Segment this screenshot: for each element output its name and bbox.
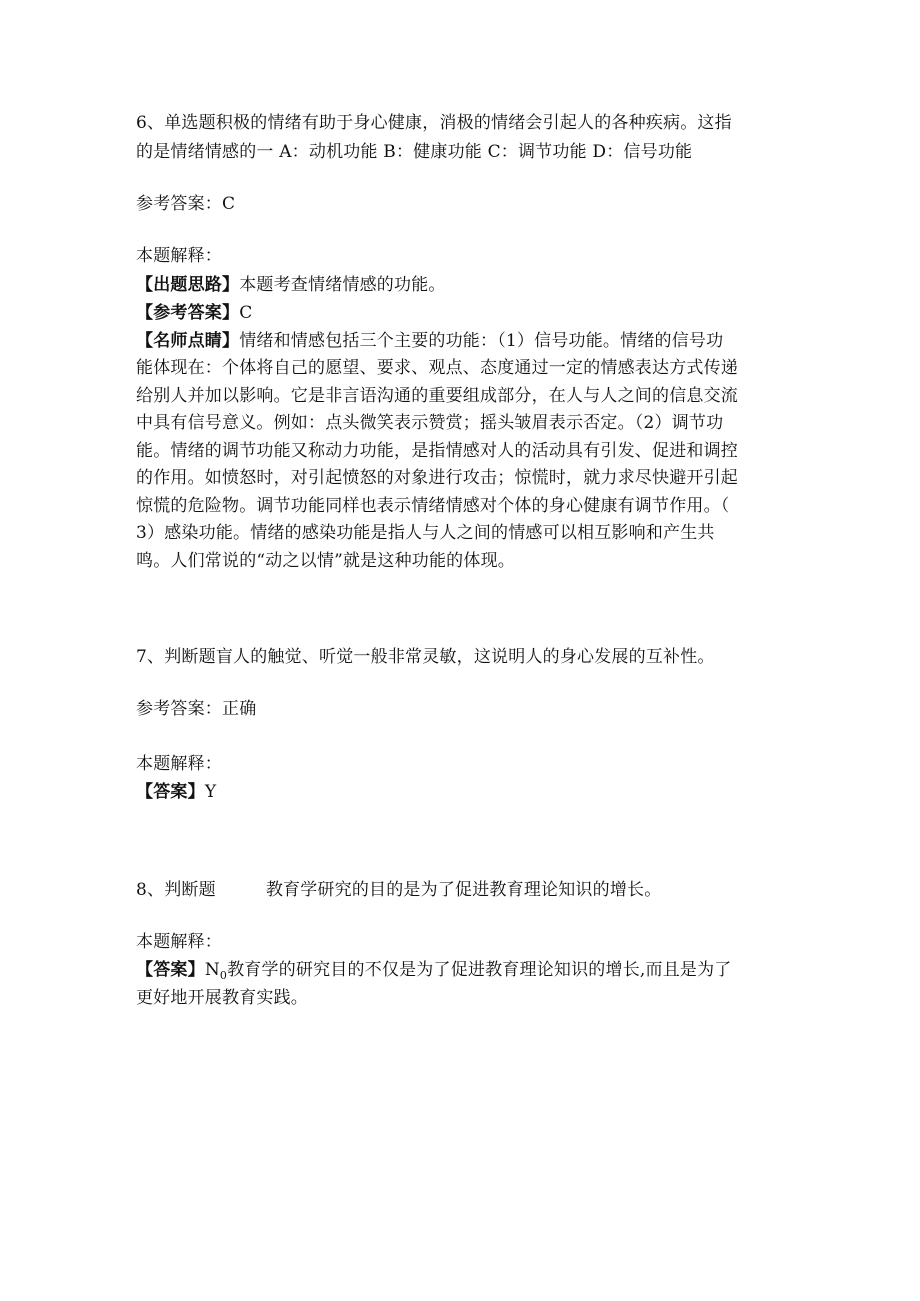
- q7-explanation-title: 本题解释：: [136, 754, 222, 774]
- q6-teacher-line: 能。情绪的调节功能又称动力功能，是指情感对人的活动具有引发、促进和调控: [136, 441, 738, 461]
- q6-teacher-line: 能体现在：个体将自己的愿望、要求、观点、态度通过一定的情感表达方式传递: [136, 358, 738, 378]
- q8-answer-line-2: 更好地开展教育实践。: [136, 988, 308, 1008]
- q6-teacher-line: 情绪和情感包括三个主要的功能：（1）信号功能。情绪的信号功: [239, 331, 724, 351]
- q6-question-line-1: 6、单选题积极的情绪有助于身心健康，消极的情绪会引起人的各种疾病。这指: [136, 113, 732, 133]
- q7-reference-answer: 参考答案：正确: [136, 699, 257, 719]
- q6-teacher-line: 鸣。人们常说的“动之以情”就是这种功能的体现。: [136, 551, 515, 571]
- q6-teacher-line: 惊慌的危险物。调节功能同样也表示情绪情感对个体的身心健康有调节作用。（: [136, 496, 730, 516]
- q8-question-text: 教育学研究的目的是为了促进教育理论知识的增长。: [265, 880, 662, 900]
- q6-explanation-title: 本题解释：: [136, 246, 222, 266]
- q8-answer-label: 【答案】: [136, 960, 205, 980]
- q8-answer-subscript: 0: [219, 969, 228, 982]
- q6-teacher-row: [136, 330, 723, 352]
- q6-reference-answer: 参考答案：C: [136, 194, 236, 214]
- q8-question-prefix: 8、判断题: [136, 880, 216, 900]
- q6-teacher-line: 的作用。如愤怒时，对引起愤怒的对象进行攻击；惊慌时，就力求尽快避开引起: [136, 468, 738, 488]
- q6-ref-row: [136, 302, 252, 324]
- q8-explanation-title: 本题解释：: [136, 932, 222, 952]
- q6-ref-label: 【参考答案】: [136, 303, 240, 323]
- q8-answer-n: N: [204, 960, 220, 980]
- q6-idea-text: 本题考查情绪情感的功能。: [239, 275, 446, 295]
- q8-answer-text: 教育学的研究目的不仅是为了促进教育理论知识的增长,而且是为了: [227, 960, 732, 980]
- q6-ref-text: C: [239, 303, 253, 323]
- q6-teacher-line: 中具有信号意义。例如：点头微笑表示赞赏；摇头皱眉表示否定。（2）调节功: [136, 413, 724, 433]
- q6-teacher-line: 给别人并加以影响。它是非言语沟通的重要组成部分，在人与人之间的信息交流: [136, 386, 738, 406]
- q6-question-line-2: 的是情绪情感的一 A：动机功能 B：健康功能 C：调节功能 D：信号功能: [136, 142, 693, 162]
- q7-question-line: 7、判断题盲人的触觉、听觉一般非常灵敏，这说明人的身心发展的互补性。: [136, 647, 715, 667]
- q7-answer-row: [136, 781, 216, 803]
- q7-answer-label: 【答案】: [136, 782, 205, 802]
- q6-teacher-line: 3）感染功能。情绪的感染功能是指人与人之间的情感可以相互影响和产生共: [136, 523, 715, 543]
- q8-question-line: [136, 879, 661, 901]
- q6-idea-label: 【出题思路】: [136, 275, 240, 295]
- q6-idea-row: [136, 274, 446, 296]
- q8-answer-row: [136, 959, 732, 987]
- q6-teacher-label: 【名师点睛】: [136, 331, 240, 351]
- q7-answer-text: Y: [204, 782, 217, 802]
